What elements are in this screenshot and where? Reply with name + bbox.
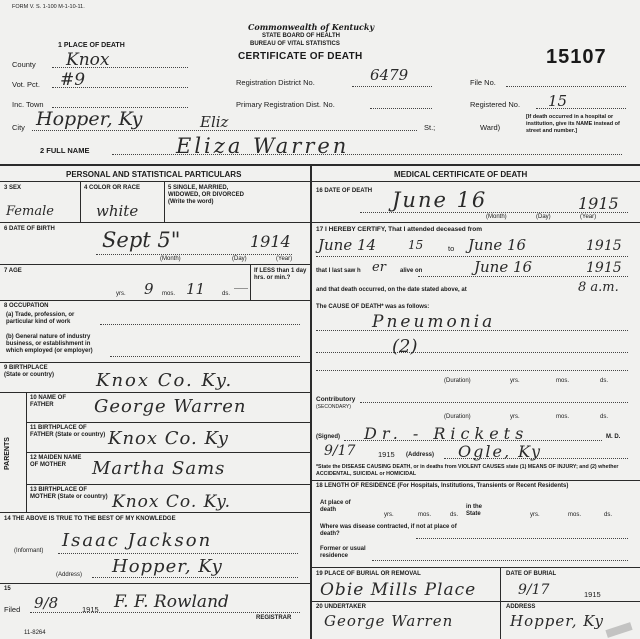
mother-birthplace: Knox Co. Ky. xyxy=(112,492,231,512)
age-years: 9 xyxy=(144,280,154,298)
hospital-note: [If death occurred in a hospital or institution, give its NAME instead of street and number.] xyxy=(526,114,620,134)
certify-alive-prefix: that I last saw h xyxy=(316,268,361,274)
birth-year: 1914 xyxy=(250,232,291,251)
city-label: City xyxy=(12,123,25,132)
residence-former: Former or usual residence xyxy=(320,546,366,559)
burial-date-label: DATE OF BURIAL xyxy=(506,571,557,577)
registration-district-label: Registration District No. xyxy=(236,78,315,87)
signed-value: Dr. - Rickets xyxy=(364,424,529,443)
father-birthplace: Knox Co. Ky xyxy=(108,428,229,449)
duration-yrs-2: yrs. xyxy=(510,414,520,420)
birth-value: Sept 5" xyxy=(102,228,181,252)
age-ds-label: ds. xyxy=(222,291,231,297)
occupation-line-b: (b) General nature of industry business, or establishment in which employed (or employer) xyxy=(6,334,93,354)
cause-value: Pneumonia xyxy=(372,312,496,332)
certificate-number: 15107 xyxy=(546,46,607,68)
certify-alive-date: June 16 xyxy=(474,258,533,276)
certify-to-year: 1915 xyxy=(586,238,622,254)
age-less-than: If LESS than 1 day hrs. or min.? xyxy=(254,268,307,281)
death-date-label: 16 DATE OF DEATH xyxy=(316,188,373,194)
certify-address-value: Ogle, Ky xyxy=(458,442,543,461)
age-label: 7 AGE xyxy=(4,268,22,274)
occupation-line-a: (a) Trade, profession, or particular kind of work xyxy=(6,312,75,325)
burial-place-value: Obie Mills Place xyxy=(320,580,477,600)
informant-value: Isaac Jackson xyxy=(62,530,213,551)
certify-to-label: to xyxy=(448,244,455,253)
duration-ds-1: ds. xyxy=(600,378,609,384)
form-code: FORM V. S. 1-100 M-1-10-11. xyxy=(12,4,85,10)
color-label: 4 COLOR OR RACE xyxy=(84,185,141,191)
burial-date-value: 9/17 xyxy=(518,582,550,598)
residence-mos-1: mos. xyxy=(418,512,432,518)
certify-from-year: 15 xyxy=(408,238,424,252)
duration-ds-2: ds. xyxy=(600,414,609,420)
city-extra: Eliz xyxy=(200,113,229,131)
burial-place-label: 19 PLACE OF BURIAL OR REMOVAL xyxy=(316,571,421,577)
birth-day-caption: (Day) xyxy=(232,256,247,262)
age-yrs-label: yrs. xyxy=(116,291,126,297)
filed-registrar: F. F. Rowland xyxy=(114,592,229,612)
filed-year: 1915 xyxy=(82,605,99,614)
birth-month-caption: (Month) xyxy=(160,256,181,262)
certify-alive-year: 1915 xyxy=(586,260,622,276)
certify-alive-value: er xyxy=(372,260,386,275)
death-year-caption: (Year) xyxy=(580,214,597,220)
county-value: Knox xyxy=(66,50,110,70)
death-date-value: June 16 xyxy=(392,188,488,212)
informant-statement: 14 THE ABOVE IS TRUE TO THE BEST OF MY KNOWLEDGE xyxy=(4,516,176,522)
residence-label: 18 LENGTH OF RESIDENCE (For Hospitals, Institutions, Transients or Recent Residents) xyxy=(316,483,569,489)
burial-date-year: 1915 xyxy=(584,590,601,599)
full-name-value: Eliza Warren xyxy=(176,134,350,158)
primary-registration-label: Primary Registration Dist. No. xyxy=(236,100,335,109)
undertaker-label: 20 UNDERTAKER xyxy=(316,604,366,610)
certify-footnote: *State the DISEASE CAUSING DEATH, or in deaths from VIOLENT CAUSES state (1) MEANS OF INJURY; and (2) whether ACCIDENTAL, SUICIDAL or HOMICIDAL xyxy=(316,464,619,477)
registered-no-label: Registered No. xyxy=(470,100,521,109)
inc-town-label: Inc. Town xyxy=(12,100,44,109)
father-name: George Warren xyxy=(94,396,247,417)
color-value: white xyxy=(96,202,139,220)
issuer-state: Commonwealth of Kentucky xyxy=(248,22,375,32)
residence-mos-2: mos. xyxy=(568,512,582,518)
signed-date: 9/17 xyxy=(324,443,356,459)
duration-label-2: (Duration) xyxy=(444,414,471,420)
occupation-label: 8 OCCUPATION xyxy=(4,303,49,309)
residence-yrs-1: yrs. xyxy=(384,512,394,518)
certify-from-value: June 14 xyxy=(318,236,377,254)
certificate-title: CERTIFICATE OF DEATH xyxy=(238,51,363,62)
vot-pct-value: #9 xyxy=(60,70,86,90)
informant-address-label: (Address) xyxy=(56,572,83,578)
death-year-value: 1915 xyxy=(578,194,619,213)
city-value: Hopper, Ky xyxy=(36,108,143,130)
signed-label: (Signed) xyxy=(316,434,340,440)
registered-no-value: 15 xyxy=(548,92,568,110)
informant-address-value: Hopper, Ky xyxy=(112,556,223,577)
issuer-board: STATE BOARD OF HEALTH xyxy=(262,33,340,39)
age-months: 11 xyxy=(186,280,206,298)
birthplace-value: Knox Co. Ky. xyxy=(96,370,234,391)
certify-alive-suffix: alive on xyxy=(400,268,423,274)
certify-to-value: June 16 xyxy=(468,236,527,254)
cause-note: (2) xyxy=(392,336,418,357)
death-month-caption: (Month) xyxy=(486,214,507,220)
duration-mos-2: mos. xyxy=(556,414,570,420)
signed-year: 1915 xyxy=(378,450,395,459)
full-name-label: 2 FULL NAME xyxy=(40,146,90,155)
signed-md: M. D. xyxy=(606,434,621,440)
undertaker-address-value: Hopper, Ky xyxy=(510,612,604,630)
contributory-label: Contributory xyxy=(316,396,356,403)
age-mos-label: mos. xyxy=(162,291,176,297)
sex-label: 3 SEX xyxy=(4,185,22,191)
informant-label: (Informant) xyxy=(14,548,44,554)
undertaker-value: George Warren xyxy=(324,612,454,630)
undertaker-address-label: ADDRESS xyxy=(506,604,536,610)
birthplace-label: 9 BIRTHPLACE (State or country) xyxy=(4,365,55,378)
filed-date: 9/8 xyxy=(34,594,59,612)
issuer-bureau: BUREAU OF VITAL STATISTICS xyxy=(250,41,340,47)
secondary-label: (SECONDARY) xyxy=(316,404,351,410)
certify-occurred-text: and that death occurred, on the date stated above, at xyxy=(316,287,467,293)
st-label: St.; xyxy=(424,123,436,132)
residence-ds-2: ds. xyxy=(604,512,613,518)
residence-ds-1: ds. xyxy=(450,512,459,518)
personal-header: PERSONAL AND STATISTICAL PARTICULARS xyxy=(66,170,242,179)
mother-name-label: 12 MAIDEN NAME OF MOTHER xyxy=(30,455,82,468)
parents-side-label: PARENTS xyxy=(4,437,11,470)
certify-occurred-time: 8 a.m. xyxy=(578,280,619,295)
place-of-death-label: 1 PLACE OF DEATH xyxy=(58,42,125,49)
birth-label: 6 DATE OF BIRTH xyxy=(4,226,55,232)
residence-contracted: Where was disease contracted, if not at place of death? xyxy=(320,524,457,537)
county-label: County xyxy=(12,60,36,69)
death-day-caption: (Day) xyxy=(536,214,551,220)
filed-item-num: 15 xyxy=(4,586,11,592)
marital-label: 5 SINGLE, MARRIED, WIDOWED, OR DIVORCED (Write the word) xyxy=(168,185,244,205)
father-birthplace-label: 11 BIRTHPLACE OF FATHER (State or country) xyxy=(30,425,106,438)
residence-in-state: in the State xyxy=(466,504,482,517)
medical-header: MEDICAL CERTIFICATE OF DEATH xyxy=(394,170,528,179)
birth-year-caption: (Year) xyxy=(276,256,293,262)
vot-pct-label: Vot. Pct. xyxy=(12,80,40,89)
print-code: 11-8264 xyxy=(24,630,46,636)
file-no-label: File No. xyxy=(470,78,496,87)
father-name-label: 10 NAME OF FATHER xyxy=(30,395,67,408)
mother-birthplace-label: 13 BIRTHPLACE OF MOTHER (State or country) xyxy=(30,487,108,500)
duration-yrs-1: yrs. xyxy=(510,378,520,384)
sex-value: Female xyxy=(6,204,54,219)
certify-address-label: (Address) xyxy=(406,452,435,458)
residence-yrs-2: yrs. xyxy=(530,512,540,518)
residence-at-place: At place of death xyxy=(320,500,351,513)
registrar-label: REGISTRAR xyxy=(256,615,292,621)
duration-mos-1: mos. xyxy=(556,378,570,384)
ward-label: Ward) xyxy=(480,123,501,132)
duration-label-1: (Duration) xyxy=(444,378,471,384)
mother-name: Martha Sams xyxy=(92,458,226,479)
certify-label: 17 I HEREBY CERTIFY, That I attended deceased from xyxy=(316,226,483,233)
registration-district-value: 6479 xyxy=(370,66,409,84)
cause-label: The CAUSE OF DEATH* was as follows: xyxy=(316,304,430,310)
filed-label: Filed xyxy=(4,605,21,614)
